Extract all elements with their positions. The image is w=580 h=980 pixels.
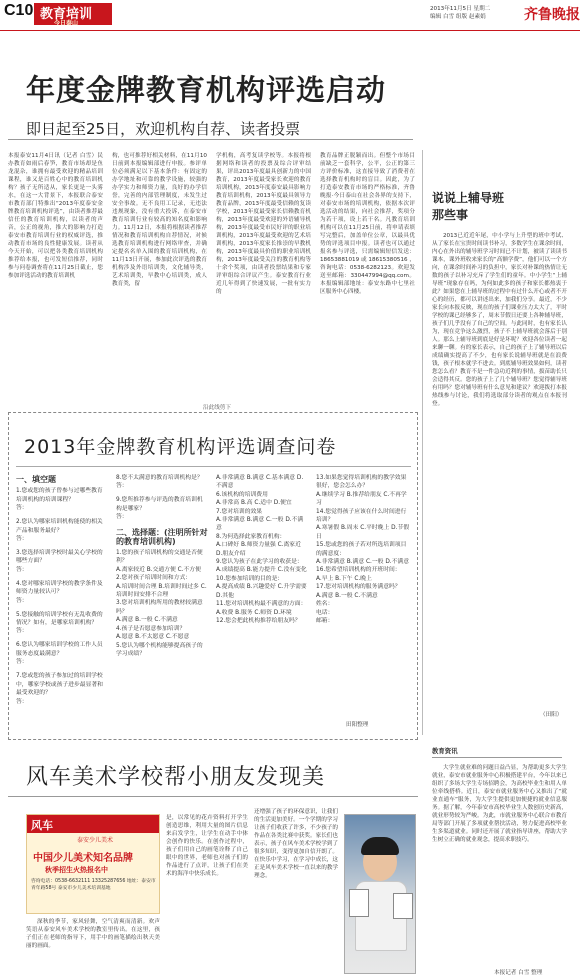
survey-rule bbox=[16, 466, 411, 467]
survey-option[interactable]: A.非常满意 B.满意 C.基本满意 D.不满意 bbox=[216, 475, 304, 490]
survey-phone-field[interactable]: 电话： bbox=[316, 609, 334, 616]
survey-q: 8.您不太满意的教育培训机构是？ bbox=[116, 475, 203, 481]
survey-a[interactable]: 答： bbox=[116, 514, 128, 521]
banner-tag: 泰安少儿美术 bbox=[77, 837, 114, 844]
survey-q: 6.您认为哪家培训学校的工作人员服务态度最满意？ bbox=[16, 642, 103, 657]
survey-column-1 bbox=[16, 474, 108, 724]
survey-q: 9.您认为孩子在此学习的收获是： bbox=[216, 559, 303, 566]
survey-a[interactable]: 答： bbox=[16, 628, 28, 635]
page-number: C10 bbox=[4, 2, 34, 19]
sidebar-title-line-1: 说说上辅导班 bbox=[432, 191, 505, 205]
issue-meta: 2013年11月5日 星期二 编辑 白雪 组版 赵素娟 bbox=[430, 6, 491, 20]
article-column-3: 学机构，高考复读学校等。本报将根据网络和读者的投票及综合评审结果，评出2013年度最具创新力的中国教育，2013年度最受家长欢迎的教育培训机构，2013年度泰安最具影响力教育培训机构，2013年度最具领导力教育品牌，2013年度最受信赖的复读学校，2013年度最受家长信赖教育机构，2013年度最受欢迎的外语辅导机构，2013年度最受市民好评的职业培训机构，2013年度最受欢迎的艺术培训机构，2013年度家长推崇的早教机构，2013年度最具价值的职业培训机构，2013年度最受关注的教育机构等十余个奖项，由读者投票结果和专家评审组综合评议产生。泰安教育行业近几年得到了快速发展，一批有实力的 bbox=[216, 153, 311, 295]
survey-q: 7.您对培训的效果 bbox=[216, 508, 263, 515]
survey-option[interactable]: A.满意 B.一般 C.不满意 bbox=[316, 592, 378, 599]
headline-rule bbox=[8, 139, 413, 140]
cut-line-label: 沿此线剪下 bbox=[200, 403, 234, 411]
survey-q: 17.您对培训机构的服务满意吗？ bbox=[316, 584, 401, 591]
survey-q: 15.您或您的孩子若对所选培训项目的满意度： bbox=[316, 542, 407, 557]
bottom-headline: 风车美术学校帮小朋友发现美 bbox=[26, 765, 326, 790]
sidebar-title bbox=[432, 190, 562, 224]
survey-email-field[interactable]: 邮箱： bbox=[316, 617, 334, 624]
survey-q: 3.您对培训机构所用的教材较满意吗？ bbox=[116, 600, 203, 615]
survey-option[interactable]: A.寒暑假 B.周末 C.平时晚上 D.节假日 bbox=[316, 525, 410, 540]
survey-option[interactable]: A.早上 B.下午 C.晚上 bbox=[316, 575, 372, 582]
survey-credit: 田阳整理 bbox=[346, 722, 369, 728]
survey-q: 4.孩子是否愿意参加培训？ bbox=[116, 625, 186, 632]
survey-q: 16.您希望培训机构的开班时间： bbox=[316, 567, 401, 574]
survey-q: 7.您或您的孩子参加过的培训学校中，哪家学校或孩子进步最显著和最受欢迎的？ bbox=[16, 673, 103, 697]
banner-contact: 咨询电话：0538-6632111 13325287656 地址：泰安市青年路58号 泰安市少儿美术培训基地 bbox=[31, 879, 156, 891]
sidebar-title-line-2: 那些事 bbox=[432, 208, 469, 222]
banner-enrollment: 秋季招生火热报名中 bbox=[45, 866, 108, 874]
section-title: 教育培训 bbox=[40, 7, 93, 22]
survey-q: 1.您或您的孩子曾参与过哪些教育培训机构的培训课程？ bbox=[16, 488, 103, 503]
survey-a[interactable]: 答： bbox=[16, 566, 28, 573]
sidebar-divider bbox=[422, 150, 423, 735]
survey-a[interactable]: 答： bbox=[116, 483, 128, 490]
survey-q: 6.该机构的培训费用 bbox=[216, 491, 268, 498]
survey-option[interactable]: A.收费 B.服务 C.师资 D.环境 bbox=[216, 609, 292, 616]
survey-column-4 bbox=[316, 474, 410, 714]
survey-option[interactable]: A.非常满意 B.满意 C.一般 D.不满意 bbox=[216, 517, 304, 532]
school-ad-banner bbox=[26, 814, 160, 914]
bottom-column-2: 是，以常见的花卉资料打开学生创造思维，利用大量的图片信息来启发学生，让学生在动手中体会创作的快乐。在创作过程中，孩子们用自己的画笔诠释了自己眼中的世界，老师也对孩子们的作品进行了点评，让孩子们在美术的海洋中快乐成长。 bbox=[166, 815, 248, 877]
survey-a[interactable]: 答： bbox=[16, 698, 28, 705]
survey-q: 1.您的孩子培训机构的交通是否便利？ bbox=[116, 550, 203, 565]
survey-a[interactable]: 答： bbox=[16, 597, 28, 604]
survey-q: 13.如果您觉得培训机构的教学效果很好，您会怎么办？ bbox=[316, 475, 407, 490]
survey-column-3 bbox=[216, 474, 308, 724]
sidebar-body: 2013已近近年尾，中小学与上升型的班中考试、从了家长在宝贵时间读书补习，多数学生在课余时间，内心在外出的辅导班学习时间已不计划，被读了读读书课本，课外班收来家长的“高额学费”，他们可以一个方向，在课余时间补习的负担中，家长对补课的热情让无数的孩子以补习充斥了学生们的童年。中小学生“上辅导班”现象存在吗，为何如此多的孩子和家长都热衷于此？如果您在上辅导班的过程中有过什么开心或者不开心的经历，都可以讲述出来，加我们分享。最近，不少家长向本报反映，现在的孩子们课业压力太大了，平时学校的课已经够多了，周末节假日还要上各种辅导班，孩子们几乎没有了自己的空间。与此同时，也有家长认为，现在竞争这么激烈，孩子不上辅导班就会落后于别人。那么上辅导班到底是好是坏呢？欢迎各位读者一起来聊一聊。有的家长表示，自己的孩子上了辅导班以后成绩确实提高了不少，也有家长说辅导班就是在浪费钱，孩子根本就学不进去。到底辅导班效果如何，读者您怎么看？教育不是一件急功近利的事情，拔苗助长只会适得其反。您的孩子上了几个辅导班？您觉得辅导班有用吗？您对辅导班有什么意见和建议？欢迎拨打本报热线参与讨论，我们将选取部分读者的观点在本报刊登。 bbox=[432, 233, 567, 407]
survey-option[interactable]: A.愿意 B.不太愿意 C.不愿意 bbox=[116, 634, 190, 641]
news-credit: 本报记者 白雪 整理 bbox=[494, 970, 543, 976]
survey-q: 9.您所推荐参与评选的教育培训机构是哪家？ bbox=[116, 497, 203, 512]
news-section-label: 教育资讯 bbox=[432, 746, 562, 758]
bottom-rule bbox=[8, 796, 418, 797]
bottom-column-3: 还增强了孩子的环保意识，让我们的生活更加美好。一个学期的学习让孩子们收获了许多，不少孩子的作品在各类比赛中获奖。家长们也表示，孩子在风车美术学校学到了很多知识，变得更加自信开朗了。在快乐中学习，在学习中成长，这正是风车美术学校一直以来的教学理念。 bbox=[254, 809, 338, 879]
survey-option[interactable]: A.成绩提高 B.能力提升 C.没有变化 bbox=[216, 567, 307, 574]
photo-child-hair bbox=[361, 837, 399, 855]
survey-option[interactable]: A.离家较近 B.交通方便 C.不方便 bbox=[116, 566, 201, 573]
article-column-4: 教育品牌正脱颖而出。但整个市场目前缺乏一套科学，公平，公正的第三方评价标准，这直接导致了消费者在选择教育机构时的盲目。因此，为了打造泰安教育市场的严格标准，齐鲁晚报·今日泰山在社会各界的支持下，对泰安市场的培训机构，依据本次评选活动的结果，向社会推荐，奖项分为若干项，设上若干名。凡教育培训机构可以在11月25日前，将申请表填写完整后，加盖单位公章，以最具优势的评选项目申报。读者也可以通过报名参与评选，只需编辑短信发送：18653881019或18615380516，咨询电话：0538-6282123。欢迎发送至邮箱：330447994@qq.com。本报编辑部地址：泰安东路中七里社区服务中心四楼。 bbox=[320, 153, 415, 295]
article-column-2: 构，也可推荐好相关材料，在11月10日前到本报编辑部进行申报。参评单位必须满足以下基本条件：有固定的办学地址和可靠的教学设施，较强的办学实力和师资力量，良好的办学信誉，完善的内部管理制度，未发生过安全事故。无不良用工记录，无违法违规现象，没有重大投诉，在泰安市教育培训行业有较高的知名度和影响力。11月12日，本报将根据读者推荐情况和教育培训机构自荐情况，对候选教育培训机构进行网络审查，并确定提名名单入围的教育培训机构，在11月13日开展，参加此次评选的教育机构涉及外语培训类，文化辅导类，艺术培训类，早教中心培训类，成人教育类，留 bbox=[112, 153, 207, 287]
news-body: 大学生就业难的问题日益凸显，为帮助更多大学生就业，泰安市就业服务中心积极搭建平台，今年以来已组织了多场大学生专场招聘会，为高校毕业生和用人单位牵线搭桥。近日，泰安市就业服务中心又推出了“就业直通车”服务，为大学生提供更加便捷的就业信息服务。据了解，今年泰安市高校毕业生人数创历史新高，就业形势较为严峻。为此，市就业服务中心联合市教育局等部门开展了多项就业帮扶活动，努力促进高校毕业生多渠道就业。同时还开展了就业指导讲座，帮助大学生树立正确的就业观念，提高求职技巧。 bbox=[432, 765, 567, 843]
survey-name-field[interactable]: 姓名： bbox=[316, 601, 334, 608]
survey-section-fill: 一、填空题 bbox=[16, 475, 56, 484]
survey-option[interactable]: A.继续学习 B.推荐给朋友 C.不再学习 bbox=[316, 491, 407, 507]
main-headline: 年度金牌教育机构评选启动 bbox=[26, 73, 387, 107]
survey-q: 12.您会把此机构推荐给朋友吗？ bbox=[216, 617, 301, 624]
survey-option[interactable]: A.满意 B.一般 C.不满意 bbox=[116, 617, 178, 624]
masthead-logo: 齐鲁晚报 bbox=[524, 7, 580, 23]
subsection-title: 今日泰山 bbox=[54, 20, 79, 27]
survey-q: 4.您对哪家培训学校的教学条件及师资力量较认可？ bbox=[16, 580, 103, 596]
survey-q: 8.为何选择此家教育机构： bbox=[216, 533, 286, 540]
photo-artwork-left bbox=[349, 889, 369, 917]
sidebar-author: （田阳） bbox=[540, 712, 563, 718]
survey-q: 14.您觉得孩子应该在什么时间进行培训？ bbox=[316, 508, 407, 524]
survey-a[interactable]: 答： bbox=[16, 505, 28, 512]
survey-section-choice: 二、选择题：(注明所针对的教育培训机构) bbox=[116, 528, 208, 546]
survey-q: 2.您认为哪家培训机构能使的相关产品和服务最好？ bbox=[16, 519, 103, 534]
survey-q: 5.您接触的培训学校有无乱收费的情况？如有，是哪家培训机构？ bbox=[16, 611, 103, 627]
header-divider bbox=[0, 30, 580, 31]
banner-brand: 风车 bbox=[31, 819, 53, 832]
survey-q: 10.您参加培训的目的是： bbox=[216, 575, 284, 582]
photo-artwork-right bbox=[393, 893, 413, 919]
survey-option[interactable]: A.提高成绩 B.兴趣爱好 C.升学需要 D.其他 bbox=[216, 584, 307, 599]
article-column-1: 本报泰安11月4日讯（记者 白雪）民办教育如雨后春笋，教育市场却是鱼龙混杂，谁拥有最受欢迎的精品培训课程，谁又是百姓心中的教育培训机构？孩子无所适从，家长更是一头雾水，在这一大背景下，本报联合泰安市教育部门特推出“2013年度泰安金牌教育培训机构评选”，由读者推荐最信任的教育培训机构，以读者的声音，公正的视角，推大的影响力打造泰安市教育培训行业的权威评选，推动教育市场的良性健康发展。读者从今天开始，可以把各类教育培训机构推荐给本报，也可发短信推荐，同时参与问卷调查将在11月25日截止，您参加评选活动的教育培训机 bbox=[8, 153, 103, 279]
survey-q: 11.您对培训机构最不满意的方面： bbox=[216, 601, 307, 608]
survey-q: 2.您对孩子培训时间和方式： bbox=[116, 575, 192, 582]
survey-option[interactable]: A.非常满意 B.满意 C.一般 D.不满意 bbox=[316, 559, 410, 566]
survey-q: 3.您选择培训学校时最关心学校的哪些方面？ bbox=[16, 550, 103, 565]
survey-option[interactable]: A.非常高 B.高 C.适中 D.便宜 bbox=[216, 500, 292, 507]
child-photo bbox=[344, 814, 416, 974]
main-subheadline: 即日起至25日，欢迎机构自荐、读者投票 bbox=[26, 120, 301, 138]
survey-option[interactable]: A.培训时间合理 B.培训时间过多 C.培训时间安排不合理 bbox=[116, 583, 207, 599]
survey-q: 5.您认为哪个机构能够提高孩子的学习成绩？ bbox=[116, 642, 203, 657]
survey-option[interactable]: A.口碑好 B.师资力量强 C.离家近 D.朋友介绍 bbox=[216, 542, 301, 557]
bottom-column-1: 深秋的季节，家风轻舞，空气清爽而清新。欢声笑语从泰安风车美术学校的教室里传出。在这里，孩子们正在老师的指导下，用手中的画笔描绘出秋天美丽的画面。 bbox=[26, 919, 160, 949]
survey-column-2 bbox=[116, 474, 208, 724]
banner-slogan: 中国少儿美术知名品牌 bbox=[33, 853, 133, 864]
survey-title: 2013年金牌教育机构评选调查问卷 bbox=[24, 436, 337, 458]
survey-a[interactable]: 答： bbox=[16, 536, 28, 543]
survey-a[interactable]: 答： bbox=[16, 659, 28, 666]
